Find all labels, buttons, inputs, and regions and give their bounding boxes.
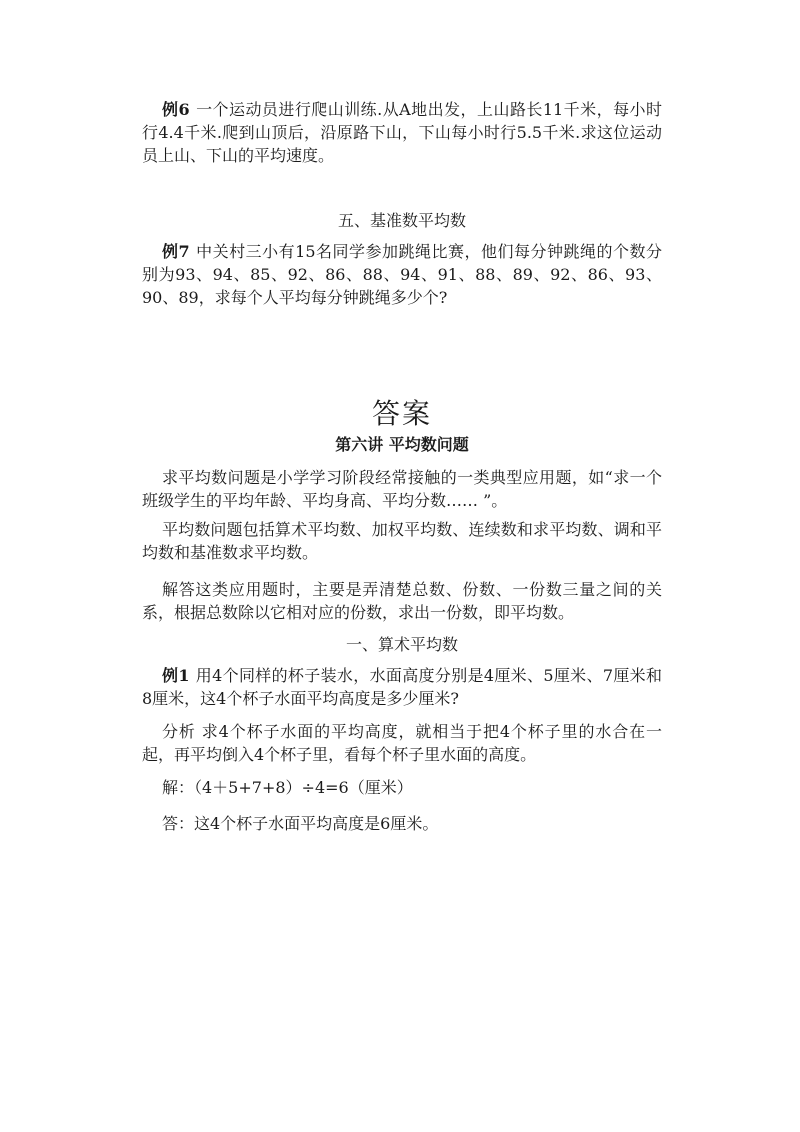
example-6-label: 例6 <box>162 100 190 119</box>
answer-line: 答：这4个杯子水面平均高度是6厘米。 <box>162 814 439 833</box>
example-7-text: 中关村三小有15名同学参加跳绳比赛，他们每分钟跳绳的个数分别为93、94、85、92、86、88、94、91、88、89、92、86、93、90、89，求每个人平均每分钟跳绳多少个? <box>142 242 662 307</box>
example-6 <box>142 98 662 167</box>
example-1-text: 用4个同样的杯子装水，水面高度分别是4厘米、5厘米、7厘米和8厘米，这4个杯子水面平均高度是多少厘米? <box>142 666 662 708</box>
lecture-title: 第六讲 平均数问题 <box>335 435 469 454</box>
answer-title: 答案 <box>371 397 432 430</box>
example-7 <box>142 240 662 309</box>
solution-line: 解：（4＋5+7+8）÷4=6（厘米） <box>162 778 413 797</box>
intro-paragraph-3: 解答这类应用题时，主要是弄清楚总数、份数、一份数三量之间的关系，根据总数除以它相对应的份数，求出一份数，即平均数。 <box>142 580 662 622</box>
intro-paragraph-2: 平均数问题包括算术平均数、加权平均数、连续数和求平均数、调和平均数和基准数求平均数。 <box>142 520 662 562</box>
example-7-label: 例7 <box>162 242 190 261</box>
example-1 <box>142 664 662 710</box>
example-1-label: 例1 <box>162 666 190 685</box>
intro-paragraph-1: 求平均数问题是小学学习阶段经常接触的一类典型应用题，如“求一个班级学生的平均年龄、平均身高、平均分数…… ”。 <box>142 468 662 510</box>
analysis-paragraph: 分析 求4个杯子水面的平均高度，就相当于把4个杯子里的水合在一起，再平均倒入4个杯子里，看每个杯子里水面的高度。 <box>142 722 662 764</box>
section-5-title: 五、基准数平均数 <box>337 211 466 230</box>
section-1-title: 一、算术平均数 <box>345 635 458 654</box>
example-6-text: 一个运动员进行爬山训练.从A地出发，上山路长11千米，每小时行4.4千米.爬到山顶后，沿原路下山，下山每小时行5.5千米.求这位运动员上山、下山的平均速度。 <box>142 100 662 165</box>
